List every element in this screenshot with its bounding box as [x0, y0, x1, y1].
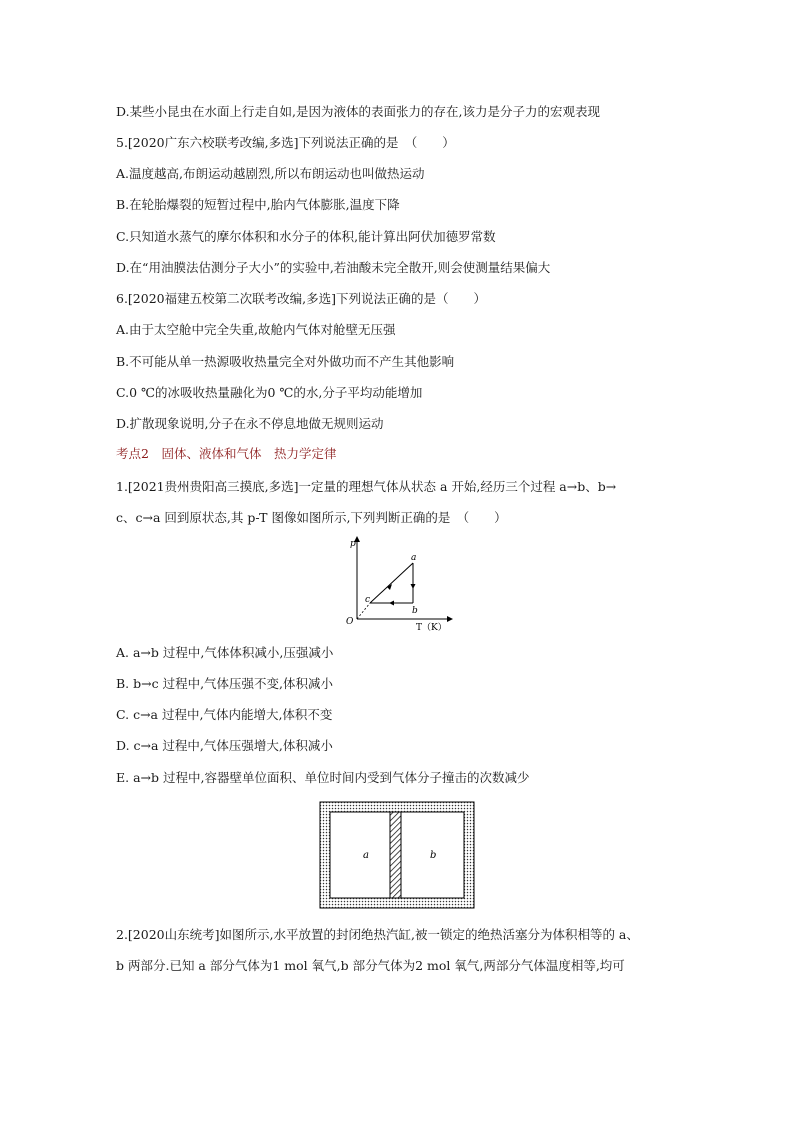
piston	[390, 812, 401, 898]
option-6d: D.扩散现象说明,分子在永不停息地做无规则运动	[116, 416, 384, 431]
option-5b: B.在轮胎爆裂的短暂过程中,胎内气体膨胀,温度下降	[116, 197, 400, 212]
option-6a: A.由于太空舱中完全失重,故舱内气体对舱壁无压强	[116, 322, 396, 337]
cylinder-diagram	[319, 801, 475, 909]
chamber-b-label: b	[430, 850, 437, 861]
question-1-line1: 1.[2021贵州贵阳高三摸底,多选]一定量的理想气体从状态 a 开始,经历三个过程 a→b、b→	[116, 479, 617, 494]
chamber-a-label: a	[363, 850, 369, 861]
point-b-label: b	[412, 606, 418, 616]
option-1d: D. c→a 过程中,气体压强增大,体积减小	[116, 738, 333, 753]
option-5d: D.在“用油膜法估测分子大小”的实验中,若油酸未完全散开,则会使测量结果偏大	[116, 260, 551, 275]
option-1e: E. a→b 过程中,容器壁单位面积、单位时间内受到气体分子撞击的次数减少	[116, 770, 530, 785]
question-6: 6.[2020福建五校第二次联考改编,多选]下列说法正确的是（ ）	[116, 291, 486, 306]
question-2-line1: 2.[2020山东统考]如图所示,水平放置的封闭绝热汽缸,被一锁定的绝热活塞分为体积相等的 a、	[116, 927, 639, 942]
option-5c: C.只知道水蒸气的摩尔体积和水分子的体积,能计算出阿伏加德罗常数	[116, 229, 496, 244]
option-5a: A.温度越高,布朗运动越剧烈,所以布朗运动也叫做热运动	[116, 166, 425, 181]
arrow-a-b	[411, 584, 416, 589]
origin-label: O	[346, 617, 354, 627]
option-6b: B.不可能从单一热源吸收热量完全对外做功而不产生其他影响	[116, 354, 455, 369]
option-1b: B. b→c 过程中,气体压强不变,体积减小	[116, 676, 334, 691]
option-1c: C. c→a 过程中,气体内能增大,体积不变	[116, 707, 333, 722]
dashed-extension	[357, 603, 370, 619]
x-axis-label: T（K）	[416, 623, 447, 633]
question-1-line2: c、c→a 回到原状态,其 p-T 图像如图所示,下列判断正确的是 （ ）	[116, 510, 507, 525]
y-axis-label: p	[350, 539, 356, 549]
point-a-label: a	[411, 553, 417, 563]
question-2-line2: b 两部分.已知 a 部分气体为1 mol 氧气,b 部分气体为2 mol 氧气,两部分气体温度相等,均可	[116, 958, 625, 973]
option-1a: A. a→b 过程中,气体体积减小,压强减小	[116, 645, 334, 660]
section-title: 考点2 固体、液体和气体 热力学定律	[116, 446, 337, 461]
arrow-b-c	[389, 601, 394, 606]
line-c-a	[370, 563, 413, 603]
option-6c: C.0 ℃的冰吸收热量融化为0 ℃的水,分子平均动能增加	[116, 385, 423, 400]
option-5-d-prev: D.某些小昆虫在水面上行走自如,是因为液体的表面张力的存在,该力是分子力的宏观表现	[116, 104, 600, 119]
pt-graph	[340, 532, 460, 634]
point-c-label: c	[365, 595, 371, 605]
question-5: 5.[2020广东六校联考改编,多选]下列说法正确的是 （ ）	[116, 135, 455, 150]
